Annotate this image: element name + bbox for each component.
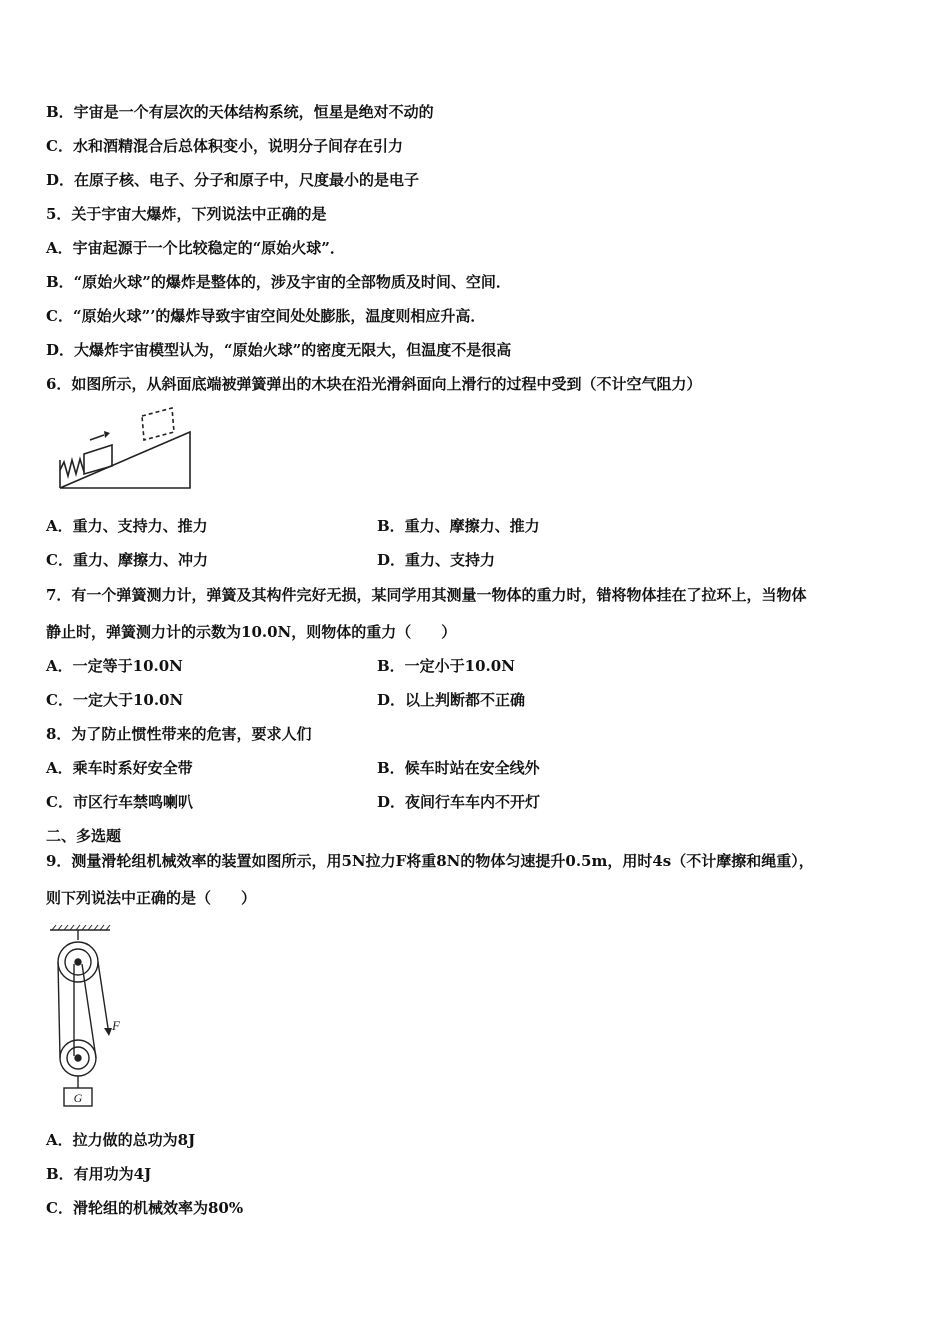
q5-option-d: D．大爆炸宇宙模型认为，“原始火球”的密度无限大，但温度不是很高	[46, 341, 512, 359]
q6-stem: 6．如图所示，从斜面底端被弹簧弹出的木块在沿光滑斜面向上滑行的过程中受到（不计空气阻力）	[46, 375, 702, 393]
q9-option-a: A．拉力做的总功为8J	[46, 1131, 196, 1149]
q4-option-c: C．水和酒精混合后总体积变小，说明分子间存在引力	[46, 137, 403, 155]
section-multiple-choice: 二、多选题	[46, 827, 122, 845]
q5-stem: 5．关于宇宙大爆炸，下列说法中正确的是	[46, 205, 327, 223]
q7-stem-line1: 7．有一个弹簧测力计，弹簧及其构件完好无损，某同学用其测量一物体的重力时，错将物体挂在了拉环上，当物体	[46, 586, 807, 604]
pulley-system-figure	[44, 924, 130, 1110]
q9-stem-line1: 9．测量滑轮组机械效率的装置如图所示，用5N拉力F将重8N的物体匀速提升0.5m，用时4s（不计摩擦和绳重），	[46, 852, 814, 870]
q7-option-b: B．一定小于10.0N	[377, 657, 515, 675]
q4-option-d: D．在原子核、电子、分子和原子中，尺度最小的是电子	[46, 171, 420, 189]
q7-option-c: C．一定大于10.0N	[46, 691, 184, 709]
q5-option-a: A．宇宙起源于一个比较稳定的“原始火球”．	[46, 239, 345, 257]
q8-option-c: C．市区行车禁鸣喇叭	[46, 793, 193, 811]
q5-option-b: B．“原始火球”的爆炸是整体的，涉及宇宙的全部物质及时间、空间．	[46, 273, 511, 291]
q9-option-b: B．有用功为4J	[46, 1165, 152, 1183]
q4-option-b: B．宇宙是一个有层次的天体结构系统，恒星是绝对不动的	[46, 103, 434, 121]
q8-stem: 8．为了防止惯性带来的危害，要求人们	[46, 725, 312, 743]
q5-option-c: C．“原始火球”’的爆炸导致宇宙空间处处膨胀，温度则相应升高．	[46, 307, 486, 325]
q6-option-b: B．重力、摩擦力、推力	[377, 517, 540, 535]
q7-option-a: A．一定等于10.0N	[46, 657, 183, 675]
q8-option-b: B．候车时站在安全线外	[377, 759, 540, 777]
pulley-weight-label: G	[73, 1091, 83, 1105]
q8-option-d: D．夜间行车车内不开灯	[377, 793, 541, 811]
q9-option-c: C．滑轮组的机械效率为80%	[46, 1199, 244, 1217]
q7-option-d: D．以上判断都不正确	[377, 691, 526, 709]
q7-stem-line2: 静止时，弹簧测力计的示数为10.0N，则物体的重力（ ）	[46, 623, 457, 641]
incline-spring-figure	[48, 404, 198, 496]
q6-option-c: C．重力、摩擦力、冲力	[46, 551, 208, 569]
q6-option-d: D．重力、支持力	[377, 551, 496, 569]
q6-option-a: A．重力、支持力、推力	[46, 517, 208, 535]
q8-option-a: A．乘车时系好安全带	[46, 759, 193, 777]
q9-stem-line2: 则下列说法中正确的是（ ）	[46, 889, 257, 907]
pulley-force-label: F	[112, 1018, 120, 1033]
